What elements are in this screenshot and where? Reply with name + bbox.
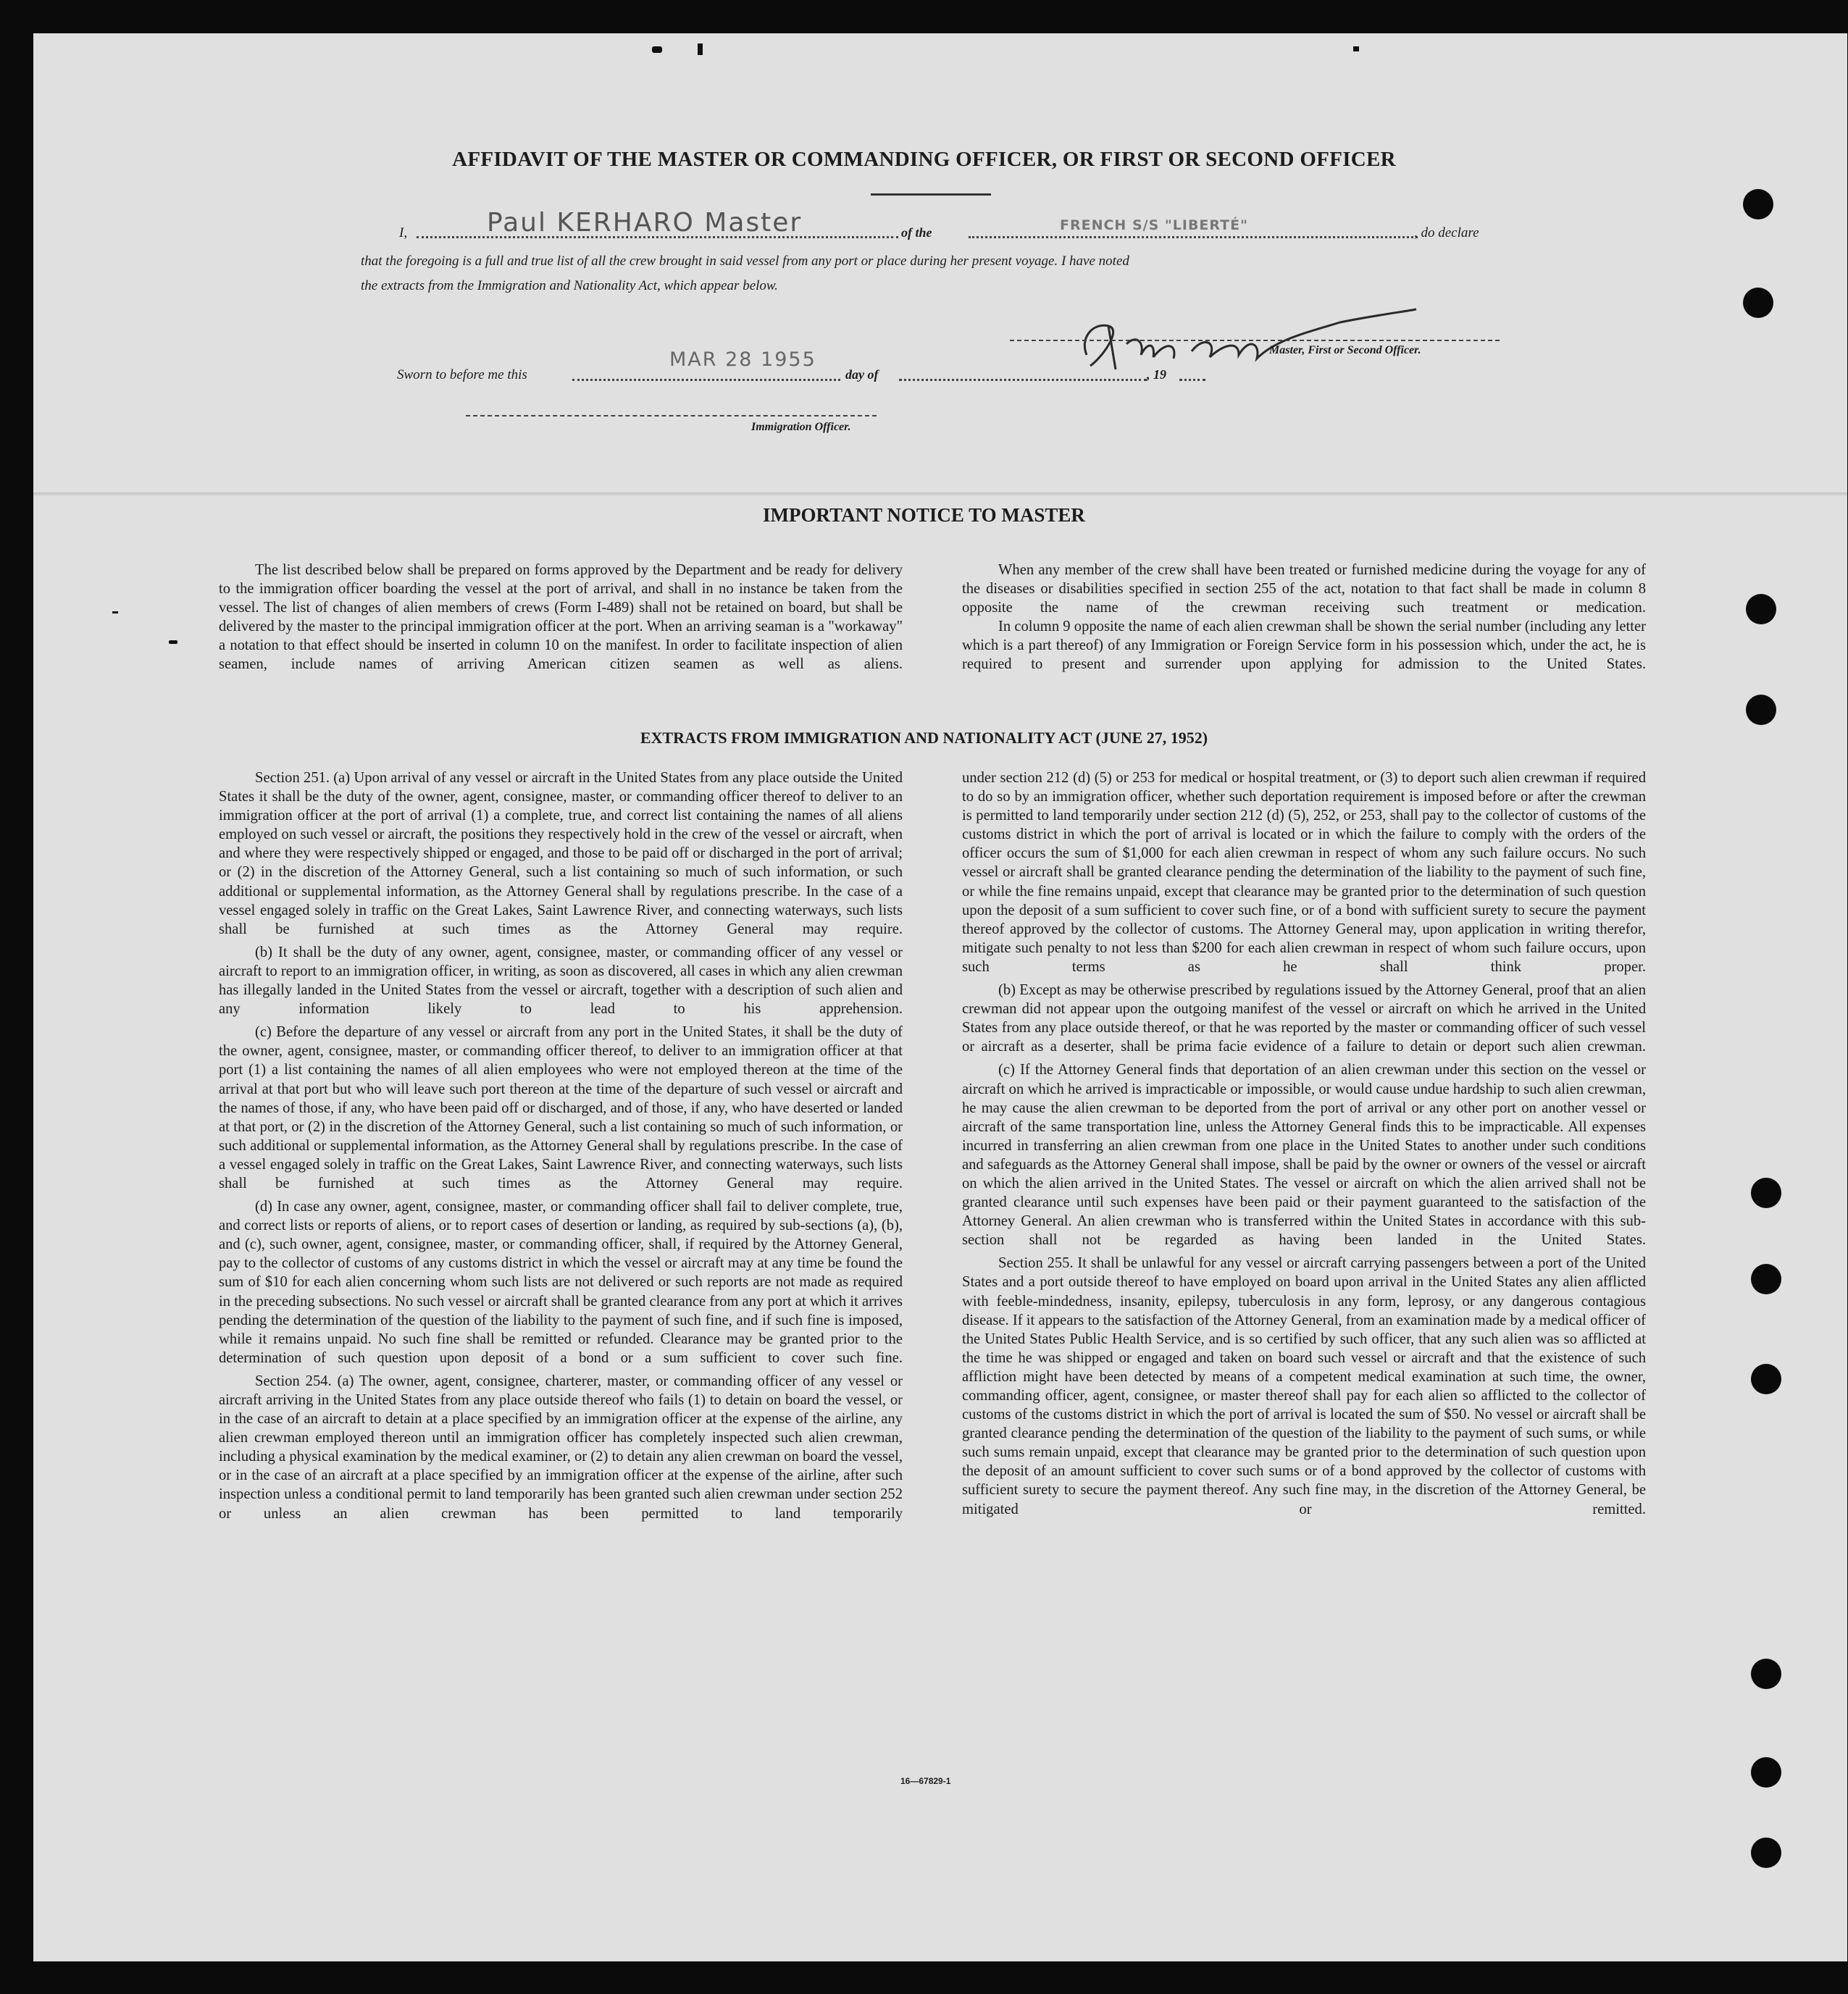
act-paragraph: (d) In case any owner, agent, consignee, master, or commanding officer shall fail to deliver complete, true, and correct lists or reports of aliens, or to report cases of desertion or landing, as required by sub-sections (a), (b), and (c), such owner, agent, consignee, master, or commanding officer, shall, if required by the Attorney General, pay to the collector of customs of any customs district in which the vessel or aircraft may at any time be found the sum of $10 for each alien concerning whom such lists are not delivered or such reports are not made as required in the preceding subsections. No such vessel or aircraft shall be granted clearance from any port at which it arrives pending the determination of the question of the liability to the payment of such fine, and if such fine is imposed, while it remains unpaid. No such fine shall be remitted or refunded. Clearance may be granted prior to the determination of such question upon deposit of a bond or a sum sufficient to cover such fine. bbox=[219, 1199, 903, 1366]
i-label: I, bbox=[399, 225, 408, 240]
scan-mark bbox=[112, 611, 118, 613]
extracts-title: EXTRACTS FROM IMMIGRATION AND NATIONALITY ACT (JUNE 27, 1952) bbox=[640, 729, 1208, 747]
scan-mark bbox=[169, 640, 177, 644]
year-label: , 19 bbox=[1147, 367, 1166, 382]
binder-hole bbox=[1751, 1659, 1781, 1689]
immigration-officer-caption: Immigration Officer. bbox=[751, 421, 851, 433]
year-line bbox=[1179, 379, 1205, 381]
section-separator bbox=[33, 493, 1847, 495]
notice-title: IMPORTANT NOTICE TO MASTER bbox=[763, 504, 1085, 526]
scan-mark bbox=[1353, 46, 1359, 51]
notice-paragraph: When any member of the crew shall have been treated or furnished medicine during the voyage for any of the diseases or disabilities specified in section 255 of the act, notation to that fact shall be made in column 8 opposite the name of the crewman receiving such treatment or medication. bbox=[962, 562, 1646, 616]
sworn-date: MAR 28 1955 bbox=[669, 348, 816, 371]
binder-hole bbox=[1743, 288, 1773, 318]
master-caption: Master, First or Second Officer. bbox=[1269, 344, 1421, 356]
extracts-left-column bbox=[219, 768, 903, 1528]
notice-paragraph: In column 9 opposite the name of each alien crewman shall be shown the serial number (including any letter which is a part thereof) of any Immigration or Foreign Service form in his possession which, under the act, he is required to present and surrender upon applying for admission to the United States. bbox=[962, 619, 1646, 673]
binder-hole bbox=[1751, 1264, 1781, 1294]
title-rule bbox=[871, 193, 991, 196]
act-paragraph: under section 212 (d) (5) or 253 for medical or hospital treatment, or (3) to deport such alien crewman if required to do so by an immigration officer, whether such deportation requirement is imposed before or after the crewman is permitted to land temporarily under section 212 (d) (5), 252, or 253, shall pay to the collector of customs of the customs district in which the port of arrival is located or in which the failure to comply with the orders of the officer occurs the sum of $1,000 for each alien crewman in respect of whom any such failure occurs. No such vessel or aircraft shall be granted clearance pending the determination of the liability to the payment of such fine, or while the fine remains unpaid, except that clearance may be granted prior to the determination of such question upon the deposit of a sum sufficient to cover such fine, or of a bond with sufficient surety to secure the payment thereof approved by the collector of customs. The Attorney General may, upon application in writing therefor, mitigate such penalty to not less than $200 for each alien crewman in respect of whom such failure occurs, upon such terms as he shall think proper. bbox=[962, 770, 1646, 975]
scan-mark bbox=[698, 43, 703, 55]
master-signature-line bbox=[1010, 340, 1500, 341]
declaration-line-2: the extracts from the Immigration and Nationality Act, which appear below. bbox=[361, 278, 778, 293]
act-paragraph: (c) Before the departure of any vessel or aircraft from any port in the United States, it shall be the duty of the owner, agent, consignee, master, or commanding officer thereof, to deliver to an immigration officer at that port (1) a list containing the names of all alien employees who were not employed thereon at the time of the arrival at that port but who will leave such port thereon at the time of the departure of such vessel or aircraft and the names of those, if any, who have been paid off or discharged, and of those, if any, who have deserted or landed at that port, or (2) in the discretion of the Attorney General, such a list containing so much of such information, or such additional or supplemental information, as the Attorney General shall by regulations prescribe. In the case of a vessel engaged solely in traffic on the Great Lakes, Saint Lawrence River, and connecting waterways, such lists shall be furnished at such times as the Attorney General may require. bbox=[219, 1024, 903, 1191]
month-line bbox=[899, 379, 1147, 381]
vessel-name: FRENCH S/S "LIBERTÉ" bbox=[1060, 217, 1249, 233]
act-paragraph: Section 255. It shall be unlawful for any vessel or aircraft carrying passengers between a port of the United States and a port outside thereof to have employed on board upon arrival in the United States any alien afflicted with feeble-mindedness, insanity, epilepsy, tuberculosis in any form, leprosy, or any dangerous contagious disease. If it appears to the satisfaction of the Attorney General, from an examination made by a medical officer of the United States Public Health Service, and is so certified by such officer, that any such alien was so afflicted at the time he was shipped or engaged and taken on board such vessel or aircraft and that the existence of such affliction might have been detected by means of a competent medical examination at such time, the owner, commanding officer, agent, consignee, or master thereof shall pay for each alien so afflicted to the collector of customs of the customs district in which the port of arrival is located the sum of $50. No vessel or aircraft shall be granted clearance pending the determination of the question of the liability to the payment of such sums, or while such sums remain unpaid, except that clearance may be granted prior to the determination of such question upon the deposit of an amount sufficient to cover such sums or of a bond approved by the collector of customs with sufficient surety to secure the payment thereof. Any such fine may, in the discretion of the Attorney General, be mitigated or remitted. bbox=[962, 1255, 1646, 1517]
binder-hole bbox=[1746, 695, 1776, 725]
binder-hole bbox=[1751, 1364, 1781, 1394]
binder-hole bbox=[1751, 1838, 1781, 1868]
act-paragraph: (c) If the Attorney General finds that deportation of an alien crewman under this section on the vessel or aircraft on which he arrived is impracticable or impossible, or would cause undue hardship to such alien crewman, he may cause the alien crewman to be deported from the port of arrival or any other port on another vessel or aircraft of the same transportation line, unless the Attorney General finds this to be impracticable. All expenses incurred in transferring an alien crewman from one place in the United States to another under such conditions and safeguards as the Attorney General shall impose, shall be paid by the owner or owners of the vessel or aircraft on which the alien arrived in the United States. The vessel or aircraft on which the alien arrived shall not be granted clearance until such expenses have been paid or their payment guaranteed to the satisfaction of the Attorney General. An alien crewman who is transferred within the United States in accordance with this sub-section shall not be regarded as having been landed in the United States. bbox=[962, 1062, 1646, 1249]
notice-left-column bbox=[219, 561, 903, 679]
declaration-line-1: that the foregoing is a full and true list of all the crew brought in said vessel from any port or place during her present voyage. I have noted bbox=[361, 254, 1129, 269]
act-paragraph: Section 254. (a) The owner, agent, consignee, charterer, master, or commanding officer of any vessel or aircraft arriving in the United States from any place outside thereof who fails (1) to detain on board the vessel, or in the case of an aircraft to detain at a place specified by an immigration officer at the expense of the airline, any alien crewman employed thereon until an immigration officer has completely inspected such alien crewman, including a physical examination by the medical examiner, or (2) to detain any alien crewman on board the vessel, or in the case of an aircraft at a place specified by an immigration officer at the expense of the airline, after such inspection unless a conditional permit to land temporarily has been granted such alien crewman under section 252 or unless an alien crewman has been permitted to land temporarily bbox=[219, 1373, 903, 1522]
of-the-label: of the bbox=[901, 225, 932, 240]
sworn-label: Sworn to before me this bbox=[397, 367, 527, 382]
vessel-line bbox=[969, 236, 1418, 238]
do-declare-label: , do declare bbox=[1414, 225, 1479, 240]
scan-mark bbox=[652, 46, 662, 53]
form-number: 16—67829-1 bbox=[900, 1776, 951, 1786]
act-paragraph: (b) Except as may be otherwise prescribed by regulations issued by the Attorney General, proof that an alien crewman did not appear upon the outgoing manifest of the vessel or aircraft on which he arrived in the United States from any place outside thereof, or that he was reported by the master or commanding officer of such vessel or aircraft as a deserter, shall be prima facie evidence of a failure to detain or deport such alien crewman. bbox=[962, 982, 1646, 1055]
binder-hole bbox=[1751, 1757, 1781, 1788]
act-paragraph: Section 251. (a) Upon arrival of any vessel or aircraft in the United States from any place outside the United States it shall be the duty of the owner, agent, consignee, master, or commanding officer thereof to deliver to an immigration officer at the port of arrival (1) a complete, true, and correct list containing the names of all aliens employed on such vessel or aircraft, the positions they respectively hold in the crew of the vessel or aircraft, when and where they were respectively shipped or engaged, and those to be paid off or discharged in the port of arrival; or (2) in the discretion of the Attorney General, such a list containing so much of such information, or such additional or supplemental information, as the Attorney General shall by regulations prescribe. In the case of a vessel engaged solely in traffic on the Great Lakes, Saint Lawrence River, and connecting waterways, such lists shall be furnished at such times as the Attorney General may require. bbox=[219, 770, 903, 937]
master-name: Paul KERHARO Master bbox=[487, 208, 803, 238]
extracts-right-column bbox=[962, 768, 1646, 1523]
day-of-label: day of bbox=[845, 367, 879, 382]
binder-hole bbox=[1746, 594, 1776, 624]
binder-hole bbox=[1751, 1178, 1781, 1208]
sworn-date-line bbox=[572, 379, 840, 381]
immigration-officer-line bbox=[466, 415, 877, 416]
notice-right-column bbox=[962, 561, 1646, 679]
act-paragraph: (b) It shall be the duty of any owner, agent, consignee, master, or commanding officer of any vessel or aircraft to report to an immigration officer, in writing, as soon as discovered, all cases in which any alien crewman has illegally landed in the United States from the vessel or aircraft, together with a description of such alien and any information likely to lead to his apprehension. bbox=[219, 944, 903, 1018]
notice-paragraph: The list described below shall be prepared on forms approved by the Department and be ready for delivery to the immigration officer boarding the vessel at the port of arrival, and shall in no instance be taken from the vessel. The list of changes of alien members of crews (Form I-489) shall not be retained on board, but shall be delivered by the master to the principal immigration officer at the port. When an arriving seaman is a "workaway" a notation to that effect should be inserted in column 10 on the manifest. In order to facilitate inspection of alien seamen, include names of arriving American citizen seamen as well as aliens. bbox=[219, 562, 903, 673]
affidavit-title: AFFIDAVIT OF THE MASTER OR COMMANDING OFFICER, OR FIRST OR SECOND OFFICER bbox=[452, 148, 1396, 171]
binder-hole bbox=[1743, 189, 1773, 219]
